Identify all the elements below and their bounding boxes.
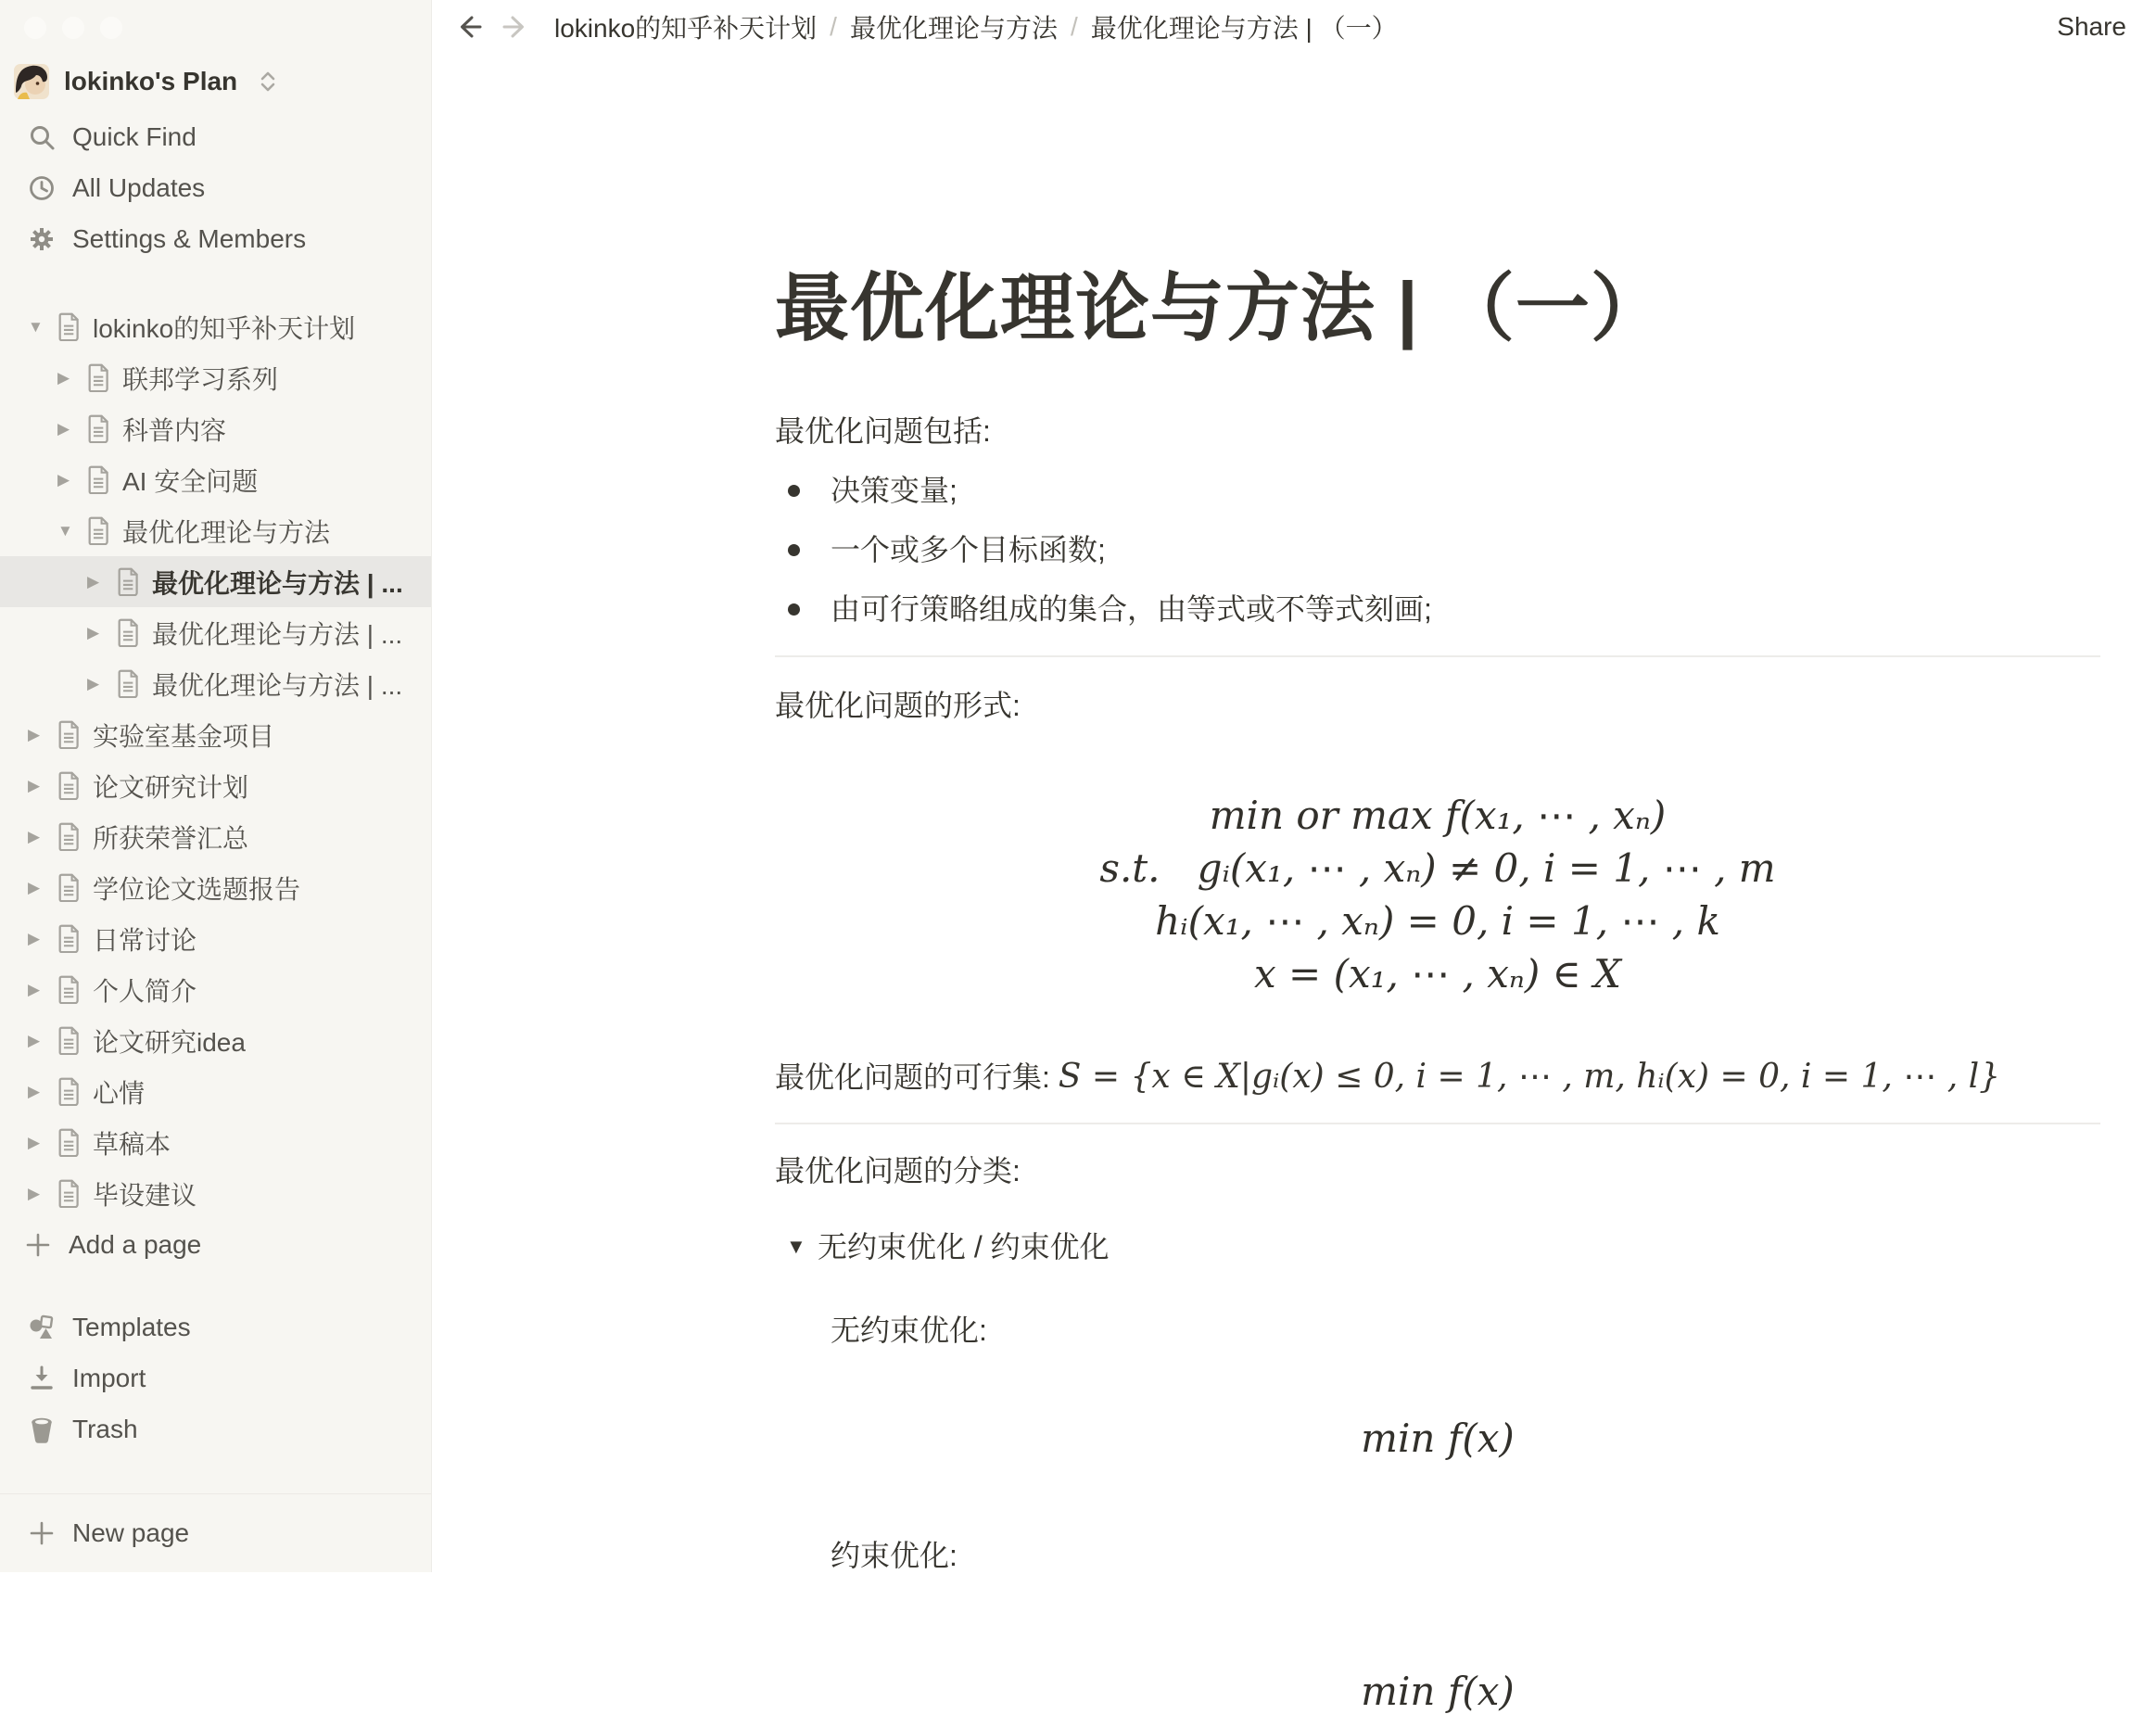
trash-icon [28, 1416, 56, 1443]
sidebar-page-item[interactable] [0, 1015, 431, 1066]
sidebar-page-item[interactable] [0, 454, 431, 505]
page-icon [57, 822, 93, 851]
toggle-collapsed-icon[interactable] [24, 726, 57, 744]
page-title-label: 最优化理论与方法 [122, 517, 331, 547]
page-title-label: 论文研究计划 [93, 772, 249, 802]
toggle-open-icon[interactable] [775, 1235, 818, 1259]
plus-icon [24, 1231, 52, 1259]
breadcrumb-item[interactable]: 最优化理论与方法 [849, 14, 1058, 43]
add-page-button[interactable] [0, 1219, 431, 1270]
sidebar-page-item[interactable] [0, 1168, 431, 1219]
bullet-item[interactable]: 由可行策略组成的集合，由等式或不等式刻画; [775, 587, 2100, 631]
sidebar-page-item[interactable] [0, 709, 431, 760]
page-icon [57, 771, 93, 800]
gear-icon [28, 225, 56, 253]
page-icon [87, 363, 122, 392]
sidebar-item-trash[interactable] [0, 1403, 431, 1454]
toggle-collapsed-icon[interactable] [24, 1134, 57, 1152]
bullet-item[interactable]: 一个或多个目标函数; [775, 527, 2100, 572]
page-title-label: AI 安全问题 [122, 466, 259, 496]
forward-icon[interactable] [499, 11, 530, 43]
toggle-expanded-icon[interactable] [54, 522, 87, 540]
sidebar-item-settings-members[interactable] [0, 213, 431, 264]
sidebar-footer [0, 1301, 431, 1454]
equation-line: s.t. gᵢ(x₁, ⋯ , xₙ) ≠ 0, i = 1, ⋯ , m [1099, 845, 1776, 891]
equation-line: min or max f(x₁, ⋯ , xₙ) [1209, 793, 1667, 838]
page-title-label: 所获荣誉汇总 [93, 823, 249, 853]
page-title-label: 草稿本 [93, 1129, 171, 1159]
workspace-switch-icon [256, 68, 280, 95]
toggle-collapsed-icon[interactable] [83, 675, 117, 693]
divider [775, 1123, 2100, 1124]
main-area [432, 0, 2156, 1714]
topbar [432, 0, 2156, 48]
paragraph-classify-label[interactable]: 最优化问题的分类: [775, 1154, 1021, 1187]
equation-line: hᵢ(x₁, ⋯ , xₙ) = 0, i = 1, ⋯ , k [1155, 898, 1720, 944]
equation-unconstrained[interactable]: min f(x) [1361, 1416, 1515, 1461]
sidebar-page-item-selected[interactable] [0, 556, 431, 607]
toggle-collapsed-icon[interactable] [24, 930, 57, 948]
page-icon [57, 1179, 93, 1208]
toggle-collapsed-icon[interactable] [24, 777, 57, 795]
page-title-label: 日常讨论 [93, 925, 197, 955]
toggle-collapsed-icon[interactable] [54, 471, 87, 489]
paragraph-intro[interactable]: 最优化问题包括: [775, 414, 991, 448]
toggle-expanded-icon[interactable] [24, 318, 57, 336]
sidebar-page-item[interactable] [0, 964, 431, 1015]
feasible-set-math: S = {x ∈ X|gᵢ(x) ≤ 0, i = 1, ⋯ , m, hᵢ(x) = 0, i = 1, ⋯ , l} [1058, 1058, 2001, 1096]
sidebar-item-templates[interactable] [0, 1301, 431, 1352]
toggle-collapsed-icon[interactable] [54, 420, 87, 438]
search-icon [28, 123, 56, 151]
sidebar-page-item[interactable] [0, 403, 431, 454]
new-page-label: New page [72, 1518, 190, 1547]
toggle-collapsed-icon[interactable] [24, 828, 57, 846]
window-zoom-button[interactable] [100, 17, 122, 39]
page-title-label: 心情 [93, 1078, 146, 1108]
page-icon [57, 975, 93, 1004]
add-page-label: Add a page [69, 1229, 202, 1259]
page-icon [57, 1026, 93, 1055]
toggle-collapsed-icon[interactable] [24, 1083, 57, 1101]
paragraph-unconstrained-label[interactable]: 无约束优化: [831, 1314, 987, 1347]
page-icon [117, 567, 152, 596]
document [775, 257, 2100, 1714]
window-controls [0, 0, 431, 52]
toggle-collapsed-icon[interactable] [83, 573, 117, 591]
page-title-label: 最优化理论与方法 | ... [152, 568, 403, 598]
sidebar-item-label: Trash [72, 1414, 138, 1443]
sidebar-item-all-updates[interactable] [0, 162, 431, 213]
page-icon [87, 465, 122, 494]
page-icon [57, 312, 93, 341]
sidebar-page-item[interactable] [0, 607, 431, 658]
page-icon [87, 516, 122, 545]
sidebar-page-item[interactable] [0, 862, 431, 913]
breadcrumb-item[interactable]: 最优化理论与方法 | （一） [1090, 14, 1398, 43]
paragraph-form-label[interactable]: 最优化问题的形式: [775, 689, 1021, 722]
page-icon [57, 720, 93, 749]
page-title[interactable]: 最优化理论与方法 | （一） [775, 267, 1666, 349]
equation-block[interactable] [775, 789, 2100, 1000]
new-page-button[interactable] [0, 1493, 431, 1572]
sidebar-scroll-area [0, 0, 431, 1493]
toggle-collapsed-icon[interactable] [24, 981, 57, 999]
sidebar-page-item[interactable] [0, 760, 431, 811]
page-title-label: lokinko的知乎补天计划 [93, 313, 356, 343]
page-title-label: 毕设建议 [93, 1180, 197, 1210]
plus-icon [28, 1519, 56, 1547]
import-icon [28, 1365, 56, 1392]
page-tree [0, 301, 431, 1270]
page-icon [117, 669, 152, 698]
sidebar-page-item[interactable] [0, 505, 431, 556]
paragraph-feasible-set[interactable] [775, 1054, 2100, 1100]
sidebar-item-label: Templates [72, 1312, 191, 1341]
page-title-label: 学位论文选题报告 [93, 874, 301, 904]
bullet-item[interactable]: 决策变量; [775, 468, 2100, 513]
workspace-avatar [14, 64, 49, 99]
page-icon [57, 1128, 93, 1157]
breadcrumb-item[interactable]: lokinko的知乎补天计划 [554, 14, 818, 43]
page-title-label: 最优化理论与方法 | ... [152, 619, 403, 649]
divider [775, 655, 2100, 657]
sidebar [0, 0, 432, 1572]
page-icon [57, 924, 93, 953]
page-icon [87, 414, 122, 443]
workspace-name: lokinko's Plan [64, 67, 238, 95]
workspace-switcher[interactable] [0, 52, 431, 111]
sidebar-page-item[interactable] [0, 301, 431, 352]
clock-icon [28, 174, 56, 202]
templates-icon [28, 1314, 56, 1341]
sidebar-page-item[interactable] [0, 352, 431, 403]
page-title-label: 联邦学习系列 [122, 364, 279, 394]
window-minimize-button[interactable] [62, 17, 84, 39]
paragraph-constrained-label[interactable]: 约束优化: [831, 1539, 958, 1572]
sidebar-item-import[interactable] [0, 1352, 431, 1403]
breadcrumb-separator: / [1070, 12, 1078, 41]
page-title-label: 论文研究idea [93, 1027, 246, 1057]
page-title-label: 实验室基金项目 [93, 721, 275, 751]
toggle-label: 无约束优化 / 约束优化 [818, 1230, 1110, 1263]
page-title-label: 个人简介 [93, 976, 197, 1006]
page-icon [57, 873, 93, 902]
breadcrumb [554, 8, 1398, 45]
sidebar-page-item[interactable] [0, 913, 431, 964]
equation-constrained[interactable]: min f(x) [1361, 1669, 1515, 1714]
sidebar-page-item[interactable] [0, 811, 431, 862]
page-icon [117, 618, 152, 647]
window-close-button[interactable] [24, 17, 46, 39]
sidebar-page-item[interactable] [0, 1117, 431, 1168]
toggle-collapsed-icon[interactable] [54, 369, 87, 387]
toggle-collapsed-icon[interactable] [24, 1185, 57, 1203]
sidebar-item-label: All Updates [72, 172, 206, 202]
feasible-set-label: 最优化问题的可行集: [775, 1060, 1059, 1094]
sidebar-item-quick-find[interactable] [0, 111, 431, 162]
page-title-label: 最优化理论与方法 | ... [152, 670, 403, 700]
sidebar-page-item[interactable] [0, 658, 431, 709]
sidebar-page-item[interactable] [0, 1066, 431, 1117]
sidebar-item-label: Quick Find [72, 121, 197, 151]
toggle-collapsed-icon[interactable] [24, 1032, 57, 1050]
breadcrumb-separator: / [830, 12, 837, 41]
share-button[interactable]: Share [2057, 12, 2126, 41]
page-title-label: 科普内容 [122, 415, 227, 445]
sidebar-item-label: Settings & Members [72, 223, 307, 253]
page-icon [57, 1077, 93, 1106]
toggle-block[interactable] [775, 1225, 2100, 1269]
bullet-list [775, 468, 2100, 631]
back-icon[interactable] [454, 11, 486, 43]
equation-line: x = (x₁, ⋯ , xₙ) ∈ X [1253, 951, 1622, 997]
sidebar-item-label: Import [72, 1363, 146, 1392]
toggle-collapsed-icon[interactable] [83, 624, 117, 642]
toggle-collapsed-icon[interactable] [24, 879, 57, 897]
